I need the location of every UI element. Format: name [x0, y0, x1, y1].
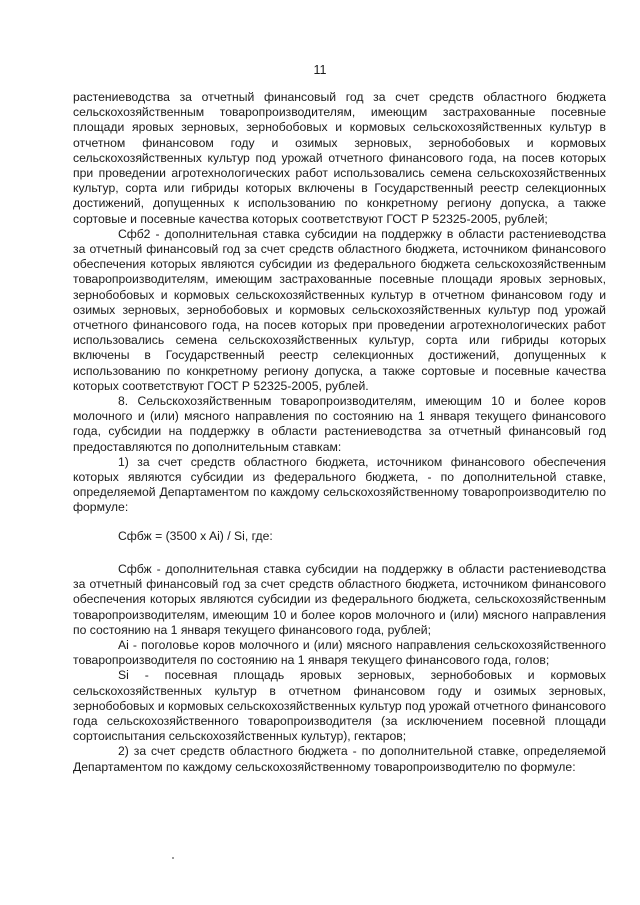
- paragraph-item-8: 8. Сельскохозяйственным товаропроизводителям, имеющим 10 и более коров молочного и (или) мясного направления по состоянию на 1 января текущего финансового года, субсидии на поддержку в области растениеводства за отчетный финансовый год предоставляются по дополнительным ставкам:: [73, 394, 606, 454]
- formula-sfbzh: Сфбж = (3500 x Ai) / Si, где:: [118, 528, 273, 543]
- document-body: [73, 90, 606, 775]
- paragraph-continuation: растениеводства за отчетный финансовый год за счет средств областного бюджета сельскохозяйственным товаропроизводителям, имеющим застрахованные посевные площади яровых зерновых, зернобобовых и кормовых сельскохозяйственных культур в отчетном финансовом году и озимых зерновых, зернобобовых и кормовых сельскохозяйственных культур под урожай отчетного финансового года, на посев которых при проведении агротехнологических работ использовались семена сельскохозяйственных культур, сорта или гибриды которых включены в Государственный реестр селекционных достижений, допущенных к использованию по конкретному региону допуска, а также сортовые и посевные качества которых соответствуют ГОСТ Р 52325-2005, рублей;: [73, 90, 606, 226]
- paragraph-subitem-1: 1) за счет средств областного бюджета, источником финансового обеспечения которых являются субсидии из федерального бюджета, - по дополнительной ставке, определяемой Департаментом по каждому сельскохозяйственному товаропроизводителю по формуле:: [73, 454, 606, 515]
- paragraph-sfb2-definition: Сфб2 - дополнительная ставка субсидии на поддержку в области растениеводства за отчетный финансовый год за счет средств областного бюджета, источником финансового обеспечения которых являются субсидии из федерального бюджета сельскохозяйственным товаропроизводителям, имеющим застрахованные посевные площади яровых зерновых, зернобобовых и кормовых сельскохозяйственных культур в отчетном финансовом году и озимых зерновых, зернобобовых и кормовых сельскохозяйственных культур под урожай отчетного финансового года, на посев которых при проведении агротехнологических работ использовались семена сельскохозяйственных культур, сорта или гибриды которых включены в Государственный реестр селекционных достижений, допущенных к использованию по конкретному региону допуска, а также сортовые и посевные качества которых соответствуют ГОСТ Р 52325-2005, рублей.: [73, 226, 606, 393]
- paragraph-si-definition: Si - посевная площадь яровых зерновых, зернобобовых и кормовых сельскохозяйственных культур в отчетном финансовом году и озимых зерновых, зернобобовых и кормовых сельскохозяйственных культур под урожай отчетного финансового года сельскохозяйственного товаропроизводителя (за исключением посевной площади сортоиспытания сельскохозяйственных культур), гектаров;: [73, 668, 606, 744]
- scan-speck: [172, 857, 174, 859]
- paragraph-subitem-2: 2) за счет средств областного бюджета - по дополнительной ставке, определяемой Департаментом по каждому сельскохозяйственному товаропроизводителю по формуле:: [73, 744, 606, 774]
- page-number: 11: [313, 63, 327, 77]
- paragraph-sfbzh-definition: Сфбж - дополнительная ставка субсидии на поддержку в области растениеводства за отчетный финансовый год за счет средств областного бюджета, источником финансового обеспечения которых являются субсидии из федерального бюджета, сельскохозяйственным товаропроизводителям, имеющим 10 и более коров молочного и (или) мясного направления по состоянию на 1 января текущего финансового года, рублей;: [73, 561, 606, 637]
- paragraph-ai-definition: Ai - поголовье коров молочного и (или) мясного направления сельскохозяйственного товаропроизводителя по состоянию на 1 января текущего финансового года, голов;: [73, 637, 606, 668]
